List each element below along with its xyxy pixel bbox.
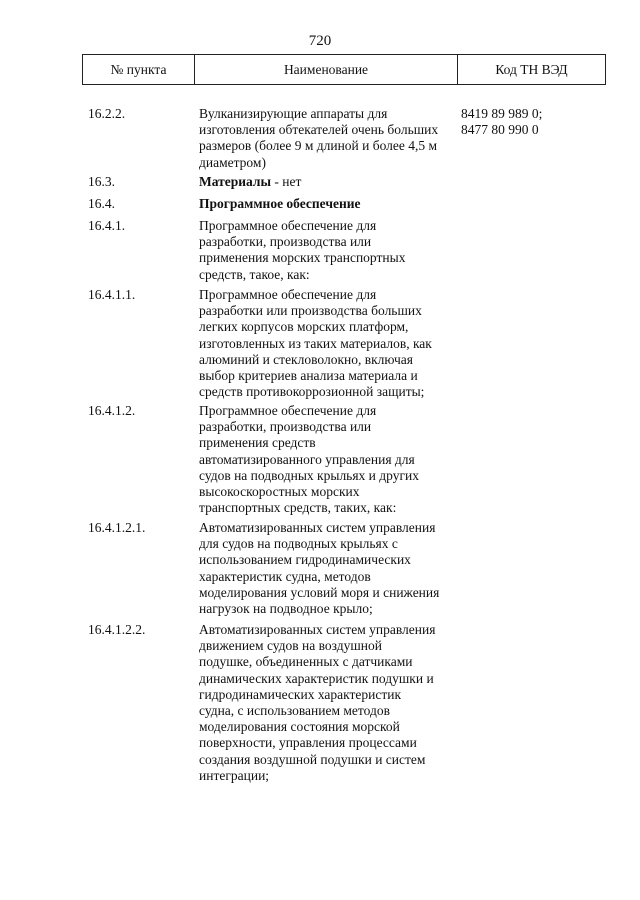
row-name-line: разработки или производства больших [199,303,422,319]
row-name [199,622,453,784]
row-code [461,106,601,138]
row-name-line: разработки, производства или [199,419,372,435]
row-name-line: для судов на подводных крыльях с [199,536,398,552]
row-name-line: характеристик судна, методов [199,568,371,584]
row-name-line: диаметром) [199,154,266,170]
row-number: 16.2.2. [88,106,126,121]
row-name-bold: Материалы [199,174,272,189]
row-number: 16.4.1.2. [88,403,136,418]
row-name-line: изготовления обтекателей очень больших [199,122,439,138]
row-name-line: легких корпусов морских платформ, [199,319,409,335]
row-number: 16.4. [88,196,115,211]
row-name [199,174,453,190]
header-code-column: Код ТН ВЭД [495,61,568,77]
row-number: 16.3. [88,174,115,189]
row-name-line: средств противокоррозионной защиты; [199,384,425,400]
row-name-line: Автоматизированных систем управления [199,520,436,535]
row-name-line: Программное обеспечение для [199,403,377,418]
header-number-column: № пункта [83,55,195,84]
row-name-line: создания воздушной подушки и систем [199,751,426,767]
row-name-line: средств, такое, как: [199,266,310,282]
row-name-line: автоматизированного управления для [199,451,415,467]
row-name-line: моделирования условий моря и снижения [199,584,440,600]
row-name-line: гидродинамических характеристик [199,686,402,702]
row-name-line [199,174,453,190]
row-number: 16.4.1.1. [88,287,136,302]
row-name-line: моделирования состояния морской [199,719,400,735]
row-name-line: Автоматизированных систем управления [199,622,436,637]
row-name [199,196,453,212]
row-name-line: применения средств [199,435,316,451]
header-name-column: Наименование [195,55,458,84]
row-name-line: использованием гидродинамических [199,552,411,568]
row-name-bold: Программное обеспечение [199,196,361,211]
row-number: 16.4.1. [88,218,126,233]
row-name-line: поверхности, управления процессами [199,735,417,751]
row-number: 16.4.1.2.2. [88,622,146,637]
row-number: 16.4.1.2.1. [88,520,146,535]
row-name-line: алюминий и стекловолокно, включая [199,351,413,367]
row-code-line: 8477 80 990 0 [461,122,539,138]
row-name [199,287,453,400]
row-name [199,106,453,171]
row-name-line: Вулканизирующие аппараты для [199,106,388,121]
row-name-line: размеров (более 9 м длиной и более 4,5 м [199,138,438,154]
row-name-line: нагрузок на подводное крыло; [199,601,373,617]
row-name-line: изготовленных из таких материалов, как [199,335,432,351]
row-name-line: применения морских транспортных [199,250,406,266]
row-name-line: Программное обеспечение для [199,218,377,233]
row-name-line: разработки, производства или [199,234,372,250]
row-name-line: динамических характеристик подушки и [199,670,434,686]
row-name [199,218,453,283]
row-name-line: высокоскоростных морских [199,484,360,500]
row-name-line: выбор критериев анализа материала и [199,368,418,384]
row-name-line: интеграции; [199,767,270,783]
row-name [199,520,453,617]
row-name [199,403,453,516]
row-name-line: транспортных средств, таких, как: [199,500,397,516]
row-name-line: Программное обеспечение для [199,287,377,302]
row-name-line: судов на подводных крыльях и других [199,467,419,483]
row-code-line: 8419 89 989 0; [461,106,543,121]
table-header [82,54,606,85]
row-name-line: судна, с использованием методов [199,703,390,719]
row-name-rest: - нет [271,174,302,189]
page-number: 720 [308,33,332,49]
row-name-line: движением судов на воздушной [199,638,382,654]
row-name-line: подушке, объединенных с датчиками [199,654,413,670]
